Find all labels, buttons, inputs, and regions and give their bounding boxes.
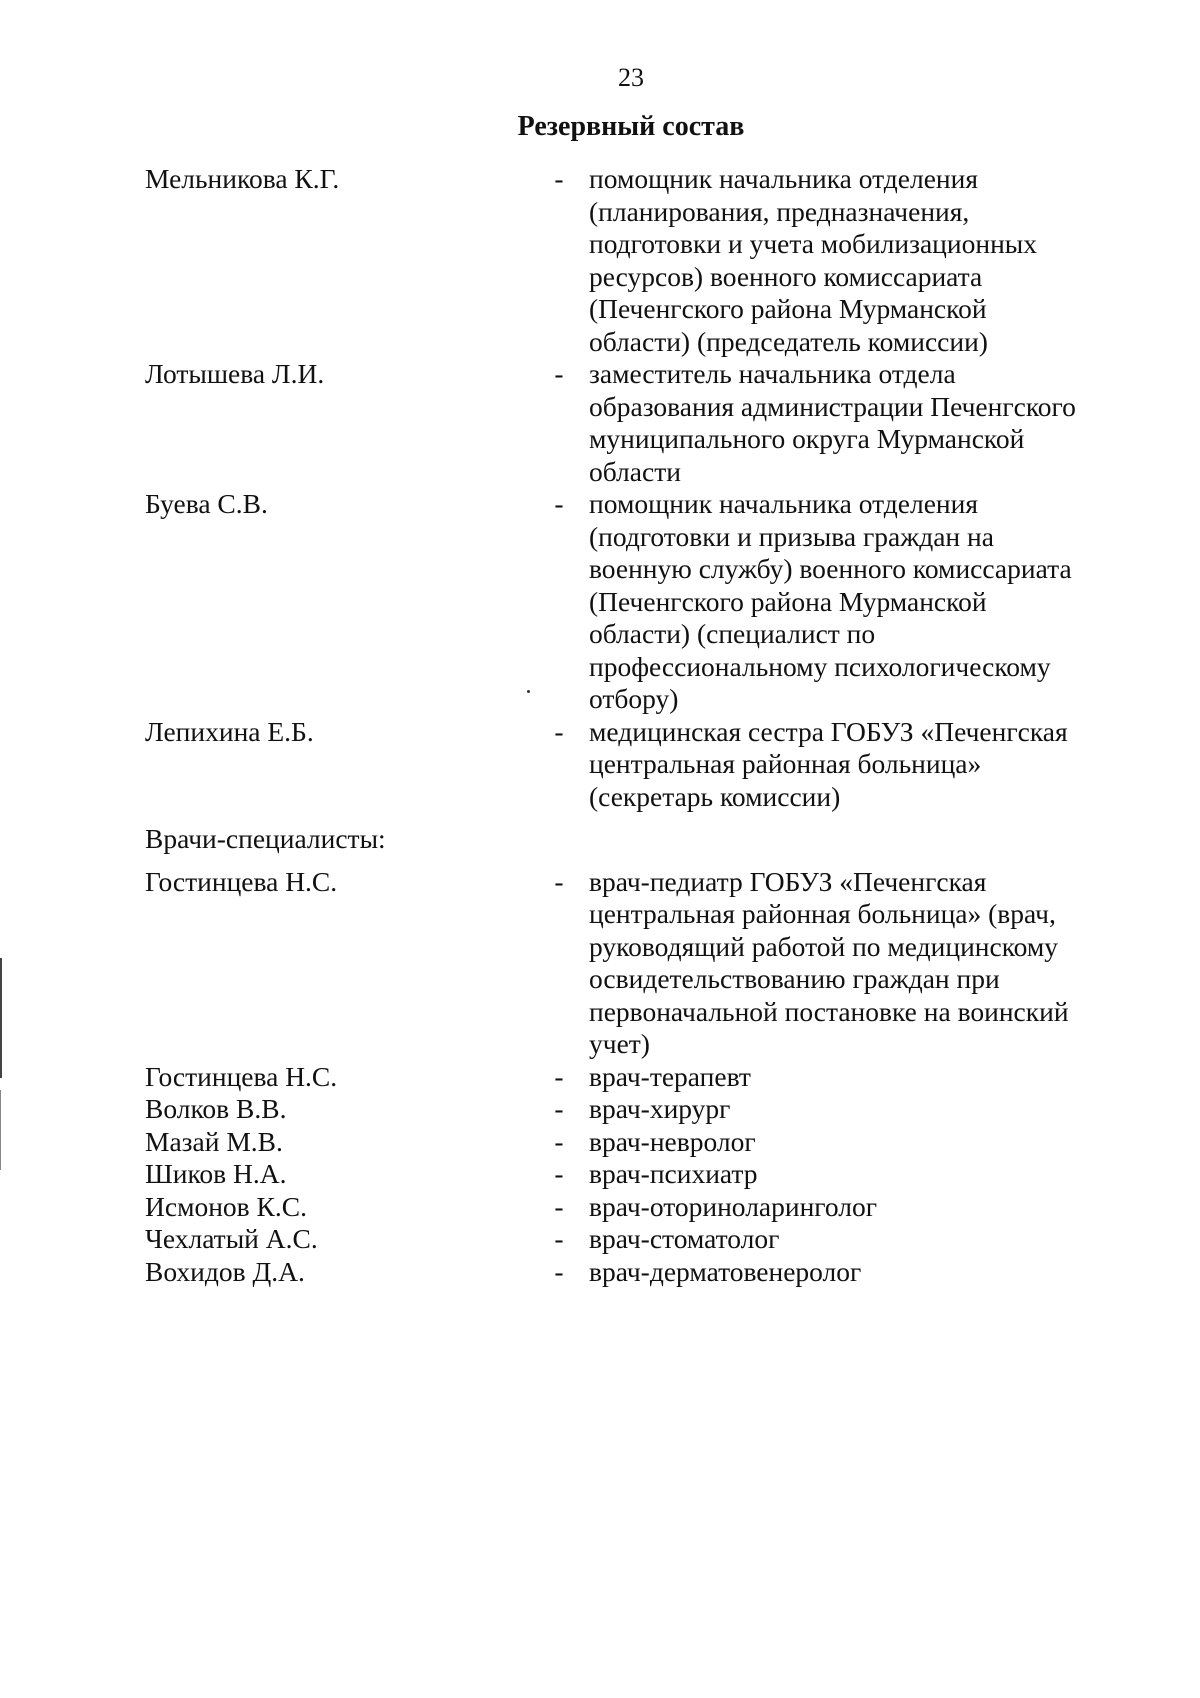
doctor-name: Шиков Н.А. (145, 1158, 287, 1189)
separator-dash: - (554, 1255, 564, 1287)
role-line: врач-педиатр ГОБУЗ «Печенгская (589, 865, 987, 897)
separator-dash: - (554, 1190, 564, 1222)
member-role (589, 716, 1109, 814)
doctor-specialty: врач-хирург (589, 1093, 731, 1124)
member-name: Мельникова К.Г. (145, 163, 340, 194)
doctor-row (145, 1126, 1105, 1159)
doctor-specialty: врач-оториноларинголог (589, 1190, 878, 1222)
role-line: (подготовки и призыва граждан на (589, 520, 994, 552)
role-line: первоначальной постановке на воинский (589, 995, 1069, 1027)
member-role (589, 488, 1109, 716)
role-line: (Печенгского района Мурманской (589, 585, 987, 617)
separator-dash: - (554, 1125, 564, 1157)
member-role (589, 163, 1109, 358)
separator-dash: - (554, 1223, 564, 1254)
role-line: центральная районная больница» (589, 748, 982, 779)
doctor-name: Исмонов К.С. (145, 1190, 307, 1222)
doctor-name: Мазай М.В. (145, 1125, 283, 1157)
role-line: муниципального округа Мурманской (589, 423, 1025, 454)
doctor-row (145, 1256, 1105, 1289)
member-row (145, 163, 1105, 358)
role-line: (планирования, предназначения, (589, 195, 970, 227)
doctor-row (145, 1223, 1105, 1256)
doctor-row (145, 1093, 1105, 1126)
separator-dash: - (554, 1060, 564, 1092)
role-line: профессиональному психологическому (589, 650, 1051, 682)
doctor-specialty: врач-стоматолог (589, 1223, 780, 1254)
role-line: учет) (589, 1028, 650, 1059)
specialists-heading: Врачи-специалисты: (145, 823, 386, 854)
members-list (145, 163, 1105, 813)
separator-dash: - (554, 1093, 564, 1124)
role-line: освидетельствованию граждан при (589, 963, 1000, 994)
member-role (589, 358, 1109, 488)
doctor-specialty: врач-дерматовенеролог (589, 1255, 862, 1287)
role-line: центральная районная больница» (врач, (589, 898, 1056, 929)
reserve-roster (145, 163, 1105, 1288)
role-line: области) (специалист по (589, 618, 876, 649)
role-line: образования администрации Печенгского (589, 390, 1076, 422)
scan-edge-mark (0, 958, 2, 1078)
doctor-specialty: врач-невролог (589, 1125, 756, 1157)
page-number: 23 (618, 63, 644, 92)
member-role (589, 866, 1109, 1061)
doctor-name: Вохидов Д.А. (145, 1255, 305, 1287)
role-line: руководящий работой по медицинскому (589, 930, 1059, 962)
member-row (145, 358, 1105, 488)
scan-speck (527, 690, 530, 693)
role-line: медицинская сестра ГОБУЗ «Печенгская (589, 715, 1068, 747)
role-line: помощник начальника отделения (589, 488, 979, 519)
doctors-list (145, 1061, 1105, 1289)
role-line: (Печенгского района Мурманской (589, 293, 987, 324)
role-line: помощник начальника отделения (589, 163, 979, 194)
role-line: подготовки и учета мобилизационных (589, 228, 1038, 259)
separator-dash: - (554, 1158, 564, 1189)
doctor-specialty: врач-терапевт (589, 1060, 751, 1092)
role-line: области) (председатель комиссии) (589, 325, 988, 357)
member-name: Гостинцева Н.С. (145, 865, 338, 897)
role-line: заместитель начальника отдела (589, 358, 956, 389)
separator-dash: - (554, 358, 564, 389)
separator-dash: - (554, 865, 564, 897)
member-name: Лотышева Л.И. (145, 358, 325, 389)
member-row (145, 716, 1105, 814)
doctor-name: Гостинцева Н.С. (145, 1060, 338, 1092)
role-line: военную службу) военного комиссариата (589, 553, 1072, 584)
doctor-name: Чехлатый А.С. (145, 1223, 318, 1254)
role-line: области (589, 455, 681, 487)
member-name: Буева С.В. (145, 488, 268, 519)
doctor-specialty: врач-психиатр (589, 1158, 758, 1189)
separator-dash: - (554, 488, 564, 519)
doctor-row (145, 1158, 1105, 1191)
role-line: отбору) (589, 683, 679, 714)
scan-edge-mark (0, 1090, 1, 1170)
specialists-heading-row (145, 823, 1105, 856)
separator-dash: - (554, 715, 564, 747)
role-line: (секретарь комиссии) (589, 780, 841, 812)
separator-dash: - (554, 163, 564, 194)
member-row (145, 488, 1105, 716)
doctor-name: Волков В.В. (145, 1093, 287, 1124)
member-name: Лепихина Е.Б. (145, 715, 314, 747)
doctor-row (145, 1191, 1105, 1224)
doctor-row (145, 1061, 1105, 1094)
role-line: ресурсов) военного комиссариата (589, 260, 983, 292)
page-title: Резервный состав (517, 111, 745, 142)
lead-doctor-row (145, 866, 1105, 1061)
